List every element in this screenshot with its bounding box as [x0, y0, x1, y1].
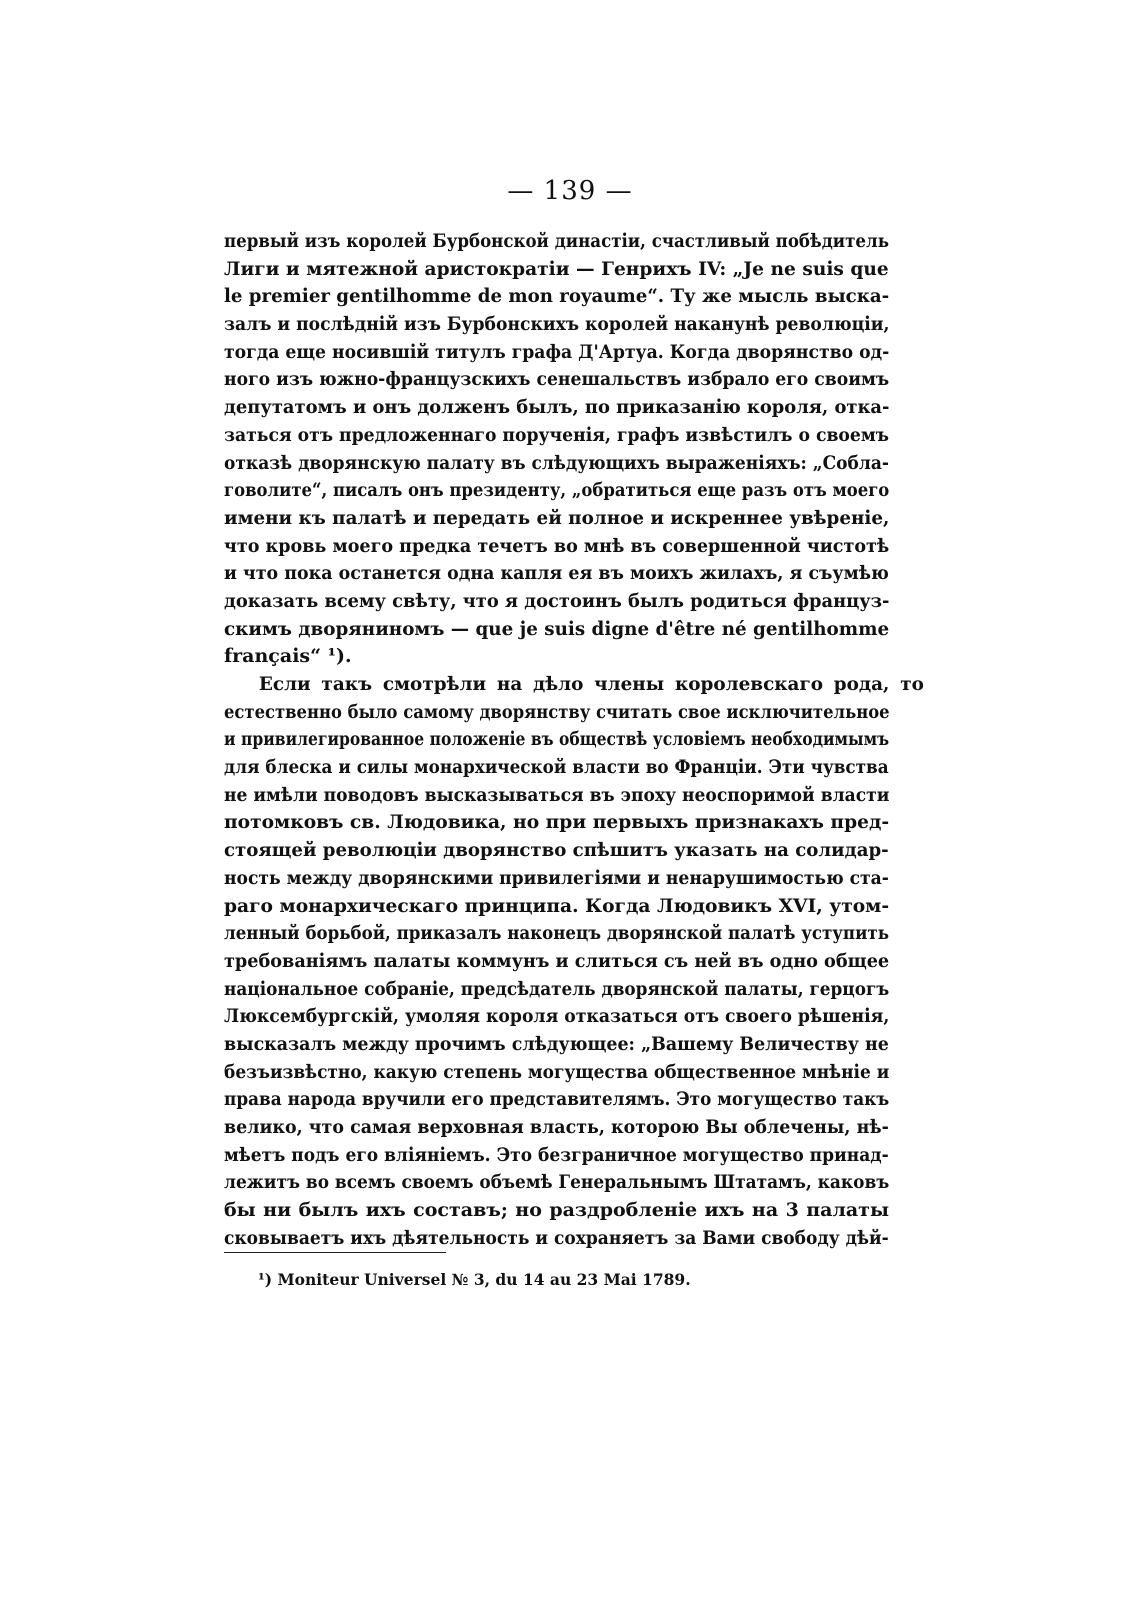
text-line: права народа вручили его представителямъ. Это могущество такъ	[224, 1088, 890, 1111]
text-line: стоящей революціи дворянство спѣшитъ указать на солидар-	[224, 839, 889, 862]
text-line: le premier gentilhomme de mon royaume“. Ту же мысль выска-	[224, 285, 890, 308]
text-line: безъизвѣстно, какую степень могущества общественное мнѣніе и	[224, 1060, 890, 1083]
main-text	[224, 228, 924, 1252]
footnote: ¹) Moniteur Universel № 3, du 14 au 23 Mai 1789.	[258, 1270, 691, 1289]
text-line: скимъ дворяниномъ — que je suis digne d'être né gentilhomme	[224, 617, 890, 640]
text-line: доказать всему свѣту, что я достоинъ былъ родиться француз-	[224, 589, 890, 612]
text-line: мѣетъ подъ его вліяніемъ. Это безграничное могущество принад-	[224, 1143, 889, 1166]
text-line: и что пока останется одна капля ея въ моихъ жилахъ, я съумѣю	[224, 562, 889, 585]
text-line: français“ ¹).	[224, 645, 352, 668]
text-line: говолите“, писалъ онъ президенту, „обратиться еще разъ отъ моего	[224, 479, 890, 502]
text-line: тогда еще носившій титулъ графа Д'Артуа. Когда дворянство од-	[224, 340, 890, 363]
text-line: національное собраніе, предсѣдатель дворянской палаты, герцогъ	[224, 977, 890, 1000]
text-line: сковываетъ ихъ дѣятельность и сохраняетъ за Вами свободу дѣй-	[224, 1226, 889, 1249]
text-line: первый изъ королей Бурбонской династіи, счастливый побѣдитель	[224, 230, 889, 252]
text-line: имени къ палатѣ и передать ей полное и искреннее увѣреніе,	[224, 506, 890, 529]
text-line: ного изъ южно-французскихъ сенешальствъ избрало его своимъ	[224, 368, 890, 391]
text-line: потомковъ св. Людовика, но при первыхъ признакахъ пред-	[224, 811, 890, 834]
text-line: для блеска и силы монархической власти во Франціи. Эти чувства	[224, 756, 889, 779]
page-number: — 139 —	[507, 176, 633, 206]
text-line: велико, что самая верховная власть, которою Вы облечены, нѣ-	[224, 1116, 889, 1138]
text-line: бы ни былъ ихъ составъ; но раздробленіе ихъ на 3 палаты	[224, 1199, 889, 1222]
text-line: высказалъ между прочимъ слѣдующее: „Вашему Величеству не	[224, 1032, 889, 1055]
text-line: ленный борьбой, приказалъ наконецъ дворянской палатѣ уступить	[224, 922, 889, 945]
text-line: заться отъ предложеннаго порученія, графъ извѣстилъ о своемъ	[224, 423, 890, 446]
text-line: и привилегированное положеніе въ обществѣ условіемъ необходимымъ	[224, 728, 890, 751]
text-line: раго монархическаго принципа. Когда Людовикъ XVI, утом-	[224, 894, 890, 917]
text-line: Лиги и мятежной аристократіи — Генрихъ IV: „Je ne suis que	[224, 257, 889, 280]
footnote-divider	[224, 1252, 446, 1253]
text-line: не имѣли поводовъ высказываться въ эпоху неоспоримой власти	[224, 783, 890, 806]
text-line: Люксембургскій, умоляя короля отказаться отъ своего рѣшенія,	[224, 1005, 890, 1028]
text-line: залъ и послѣдній изъ Бурбонскихъ королей наканунѣ революціи,	[224, 313, 890, 336]
text-line: отказѣ дворянскую палату въ слѣдующихъ выраженіяхъ: „Собла-	[224, 451, 890, 474]
text-line: Если такъ смотрѣли на дѣло члены королевскаго рода, то	[258, 673, 924, 695]
text-line: лежитъ во всемъ своемъ объемѣ Генеральнымъ Штатамъ, каковъ	[224, 1171, 890, 1194]
text-line: что кровь моего предка течетъ во мнѣ въ совершенной чистотѣ	[224, 534, 890, 557]
text-line: ность между дворянскими привилегіями и ненарушимостью ста-	[224, 866, 889, 889]
text-line: естественно было самому дворянству считать свое исключительное	[224, 700, 890, 723]
text-line: депутатомъ и онъ долженъ былъ, по приказанію короля, отка-	[224, 396, 890, 419]
text-line: требованіямъ палаты коммунъ и слиться съ ней въ одно общее	[224, 949, 890, 972]
